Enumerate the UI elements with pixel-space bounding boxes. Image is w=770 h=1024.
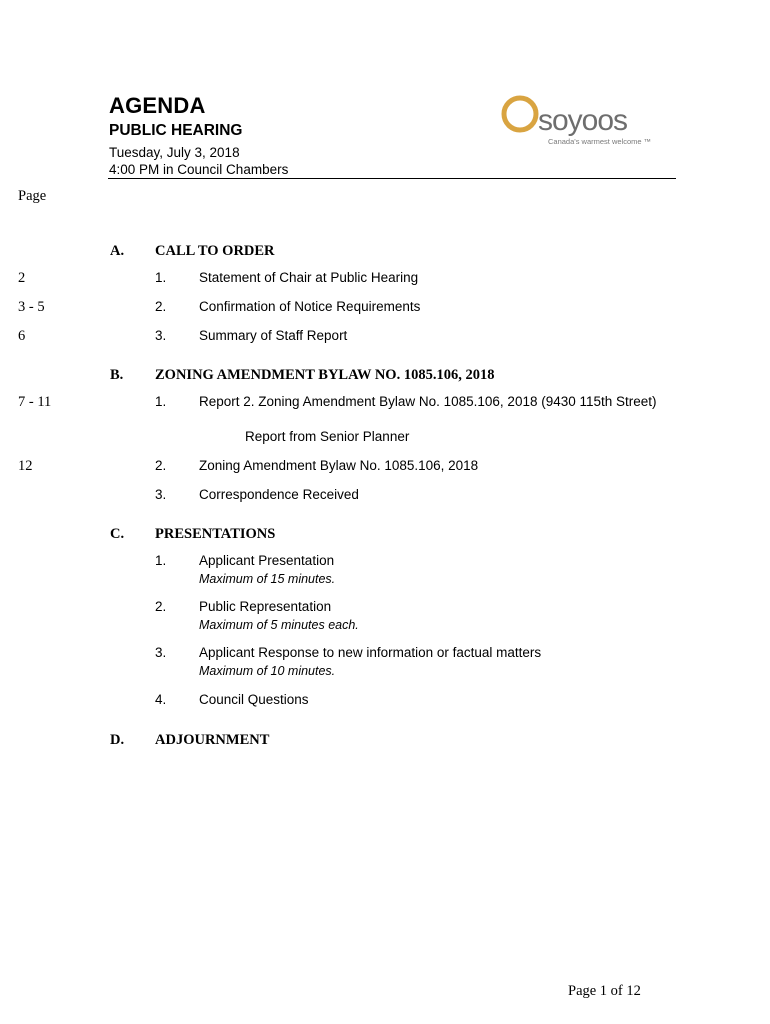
meeting-date: Tuesday, July 3, 2018 bbox=[109, 145, 240, 160]
section-a-title: CALL TO ORDER bbox=[155, 243, 275, 259]
item-number: 3. bbox=[155, 328, 167, 343]
logo-tagline: Canada's warmest welcome ™ bbox=[548, 137, 652, 146]
item-number: 3. bbox=[155, 487, 167, 502]
logo-wordmark: soyoos bbox=[538, 104, 628, 137]
agenda-item: Public Representation bbox=[199, 599, 332, 614]
time-limit-note: Maximum of 5 minutes each. bbox=[199, 618, 359, 632]
agenda-item: Correspondence Received bbox=[199, 487, 359, 502]
page-ref: 7 - 11 bbox=[18, 394, 52, 410]
item-number: 2. bbox=[155, 299, 167, 314]
time-limit-note: Maximum of 10 minutes. bbox=[199, 664, 336, 678]
agenda-title: AGENDA bbox=[109, 93, 206, 118]
agenda-item: Summary of Staff Report bbox=[199, 328, 348, 343]
agenda-item: Applicant Presentation bbox=[199, 553, 335, 568]
osoyoos-logo bbox=[498, 92, 666, 152]
item-number: 1. bbox=[155, 394, 167, 409]
agenda-item: Report 2. Zoning Amendment Bylaw No. 1085.106, 2018 (9430 115th Street) bbox=[199, 394, 657, 409]
agenda-sub-item: Report from Senior Planner bbox=[245, 429, 410, 444]
section-d-letter: D. bbox=[110, 732, 125, 748]
page-column-label: Page bbox=[18, 188, 47, 204]
meeting-type: PUBLIC HEARING bbox=[109, 122, 243, 139]
section-b-title: ZONING AMENDMENT BYLAW NO. 1085.106, 2018 bbox=[155, 367, 495, 383]
section-c-title: PRESENTATIONS bbox=[155, 526, 276, 542]
agenda-item: Confirmation of Notice Requirements bbox=[199, 299, 421, 314]
agenda-item: Council Questions bbox=[199, 692, 309, 707]
agenda-item: Statement of Chair at Public Hearing bbox=[199, 270, 419, 285]
section-d-title: ADJOURNMENT bbox=[155, 732, 270, 748]
item-number: 1. bbox=[155, 553, 167, 568]
page-ref: 3 - 5 bbox=[18, 299, 45, 315]
time-limit-note: Maximum of 15 minutes. bbox=[199, 572, 336, 586]
page-number-footer: Page 1 of 12 bbox=[568, 983, 641, 999]
page-ref: 2 bbox=[18, 270, 26, 286]
item-number: 4. bbox=[155, 692, 167, 707]
header-divider bbox=[108, 178, 676, 179]
item-number: 2. bbox=[155, 458, 167, 473]
section-c-letter: C. bbox=[110, 526, 125, 542]
logo-gold-o-icon bbox=[504, 98, 536, 130]
section-a-letter: A. bbox=[110, 243, 125, 259]
item-number: 1. bbox=[155, 270, 167, 285]
section-b-letter: B. bbox=[110, 367, 124, 383]
meeting-time-location: 4:00 PM in Council Chambers bbox=[109, 162, 289, 177]
item-number: 2. bbox=[155, 599, 167, 614]
page-ref: 12 bbox=[18, 458, 33, 474]
page-ref: 6 bbox=[18, 328, 26, 344]
agenda-item: Zoning Amendment Bylaw No. 1085.106, 2018 bbox=[199, 458, 479, 473]
agenda-item: Applicant Response to new information or factual matters bbox=[199, 645, 542, 660]
item-number: 3. bbox=[155, 645, 167, 660]
